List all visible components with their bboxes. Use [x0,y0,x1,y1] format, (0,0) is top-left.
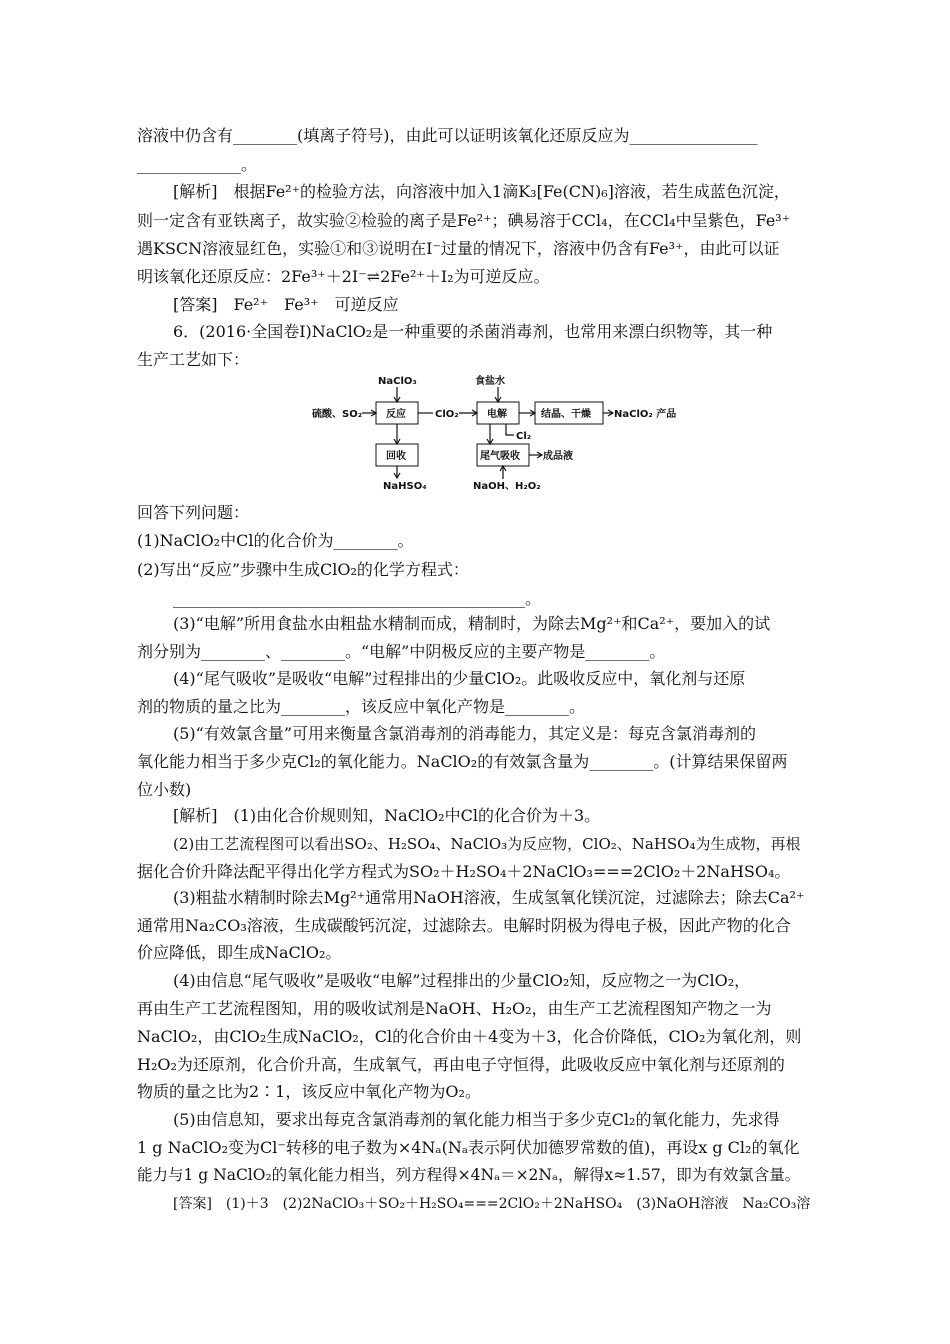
text-line: 氧化能力相当于多少克Cl₂的氧化能力。NaClO₂的有效氯含量为________。(计算结果保留两 [137,752,788,771]
flow-box-recover-label: 回收 [386,451,406,462]
flow-box-tail-label: 尾气吸收 [480,451,520,462]
text-line: 回答下列问题： [137,503,250,522]
flow-label-nahso4: NaHSO₄ [383,481,427,492]
text-line: (3)粗盐水精制时除去Mg²⁺通常用NaOH溶液，生成氢氧化镁沉淀，过滤除去；除去Ca²⁺ [173,888,805,907]
flow-label-clo2: ClO₂ [435,409,459,420]
flow-label-acid: 硫酸、SO₂ [312,409,363,420]
flow-label-naoh: NaOH、H₂O₂ [473,481,541,492]
flow-box-crystal-label: 结晶、干燥 [541,409,591,420]
question-3: (3)“电解”所用食盐水由粗盐水精制而成，精制时，为除去Mg²⁺和Ca²⁺，要加入的试 [173,614,771,633]
question-2: (2)写出“反应”步骤中生成ClO₂的化学方程式： [137,560,469,579]
flow-label-cl2: Cl₂ [516,431,532,442]
text-line: 明该氧化还原反应：2Fe³⁺＋2I⁻⇌2Fe²⁺＋I₂为可逆反应。 [137,267,550,286]
flow-box-electrolysis-label: 电解 [487,409,507,420]
question-4: (4)“尾气吸收”是吸收“电解”过程排出的少量ClO₂。此吸收反应中，氧化剂与还原 [173,669,746,688]
text-line: 物质的量之比为2∶1，该反应中氧化产物为O₂。 [137,1082,481,1101]
text-line: 剂的物质的量之比为________，该反应中氧化产物是________。 [137,697,586,716]
text-line: NaClO₂，由ClO₂生成NaClO₂，Cl的化合价由＋4变为＋3，化合价降低，ClO₂为氧化剂，则 [137,1027,802,1046]
flow-box-reaction-label: 反应 [386,409,406,420]
analysis-line: [解析] 根据Fe²⁺的检验方法，向溶液中加入1滴K₃[Fe(CN)₆]溶液，若生成蓝色沉淀， [173,182,790,201]
text-line: H₂O₂为还原剂，化合价升高，生成氧气，再由电子守恒得，此吸收反应中氧化剂与还原剂的 [137,1055,785,1074]
text-line: 生产工艺如下： [137,350,250,369]
text-line: _____________。 [137,155,258,174]
text-line: 位小数) [137,780,192,799]
text-line: 再由生产工艺流程图知，用的吸收试剂是NaOH、H₂O₂，由生产工艺流程图知产物之一为 [137,999,772,1018]
question-1: (1)NaClO₂中Cl的化合价为________。 [137,531,414,550]
flow-label-product: NaClO₂ 产品 [614,409,677,420]
text-line: 剂分别为________、________。“电解”中阴极反应的主要产物是________。 [137,642,666,661]
text-line: 溶液中仍含有________(填离子符号)，由此可以证明该氧化还原反应为________________ [137,126,758,145]
text-line: (5)由信息知，要求出每克含氯消毒剂的氧化能力相当于多少克Cl₂的氧化能力，先求得 [173,1110,780,1129]
text-line: 能力与1 g NaClO₂的氧化能力相当，列方程得×4Nₐ＝×2Nₐ，解得x≈1.57，即为有效氯含量。 [137,1166,801,1184]
process-flowchart [310,373,700,497]
text-line: 通常用Na₂CO₃溶液，生成碳酸钙沉淀，过滤除去。电解时阴极为得电子极，因此产物的化合 [137,916,791,935]
text-line: 1 g NaClO₂变为Cl⁻转移的电子数为×4Nₐ(Nₐ表示阿伏加德罗常数的值)，再设x g Cl₂的氧化 [137,1138,800,1157]
text-line: 价应降低，即生成NaClO₂。 [137,943,342,962]
question-5: (5)“有效氯含量”可用来衡量含氯消毒剂的消毒能力，其定义是：每克含氯消毒剂的 [173,724,757,743]
text-line: (2)由工艺流程图可以看出SO₂、H₂SO₄、NaClO₃为反应物，ClO₂、NaHSO₄为生成物，再根 [173,835,801,853]
flow-label-brine: 食盐水 [475,376,505,387]
text-line: (4)由信息“尾气吸收”是吸收“电解”过程排出的少量ClO₂知，反应物之一为ClO₂， [173,971,751,990]
text-line: 据化合价升降法配平得出化学方程式为SO₂＋H₂SO₄＋2NaClO₃===2ClO₂＋2NaHSO₄。 [137,862,791,881]
flow-label-naclo3: NaClO₃ [378,376,417,387]
answer-line: [答案] Fe²⁺ Fe³⁺ 可逆反应 [173,295,399,314]
answer-line: [答案] (1)＋3 (2)2NaClO₃＋SO₂＋H₂SO₄===2ClO₂＋2NaHSO₄ (3)NaOH溶液 Na₂CO₃溶 [173,1196,811,1212]
flow-label-liquid: 成品液 [543,451,573,462]
text-line: ____________________________________________。 [173,589,542,608]
analysis-line: [解析] (1)由化合价规则知，NaClO₂中Cl的化合价为＋3。 [173,806,601,825]
text-line: 遇KSCN溶液显红色，实验①和③说明在I⁻过量的情况下，溶液中仍含有Fe³⁺，由此可以证 [137,239,780,258]
text-line: 则一定含有亚铁离子，故实验②检验的离子是Fe²⁺；碘易溶于CCl₄，在CCl₄中呈紫色，Fe³⁺ [137,211,791,230]
question-6: 6．(2016·全国卷Ⅰ)NaClO₂是一种重要的杀菌消毒剂，也常用来漂白织物等，其一种 [173,322,773,341]
